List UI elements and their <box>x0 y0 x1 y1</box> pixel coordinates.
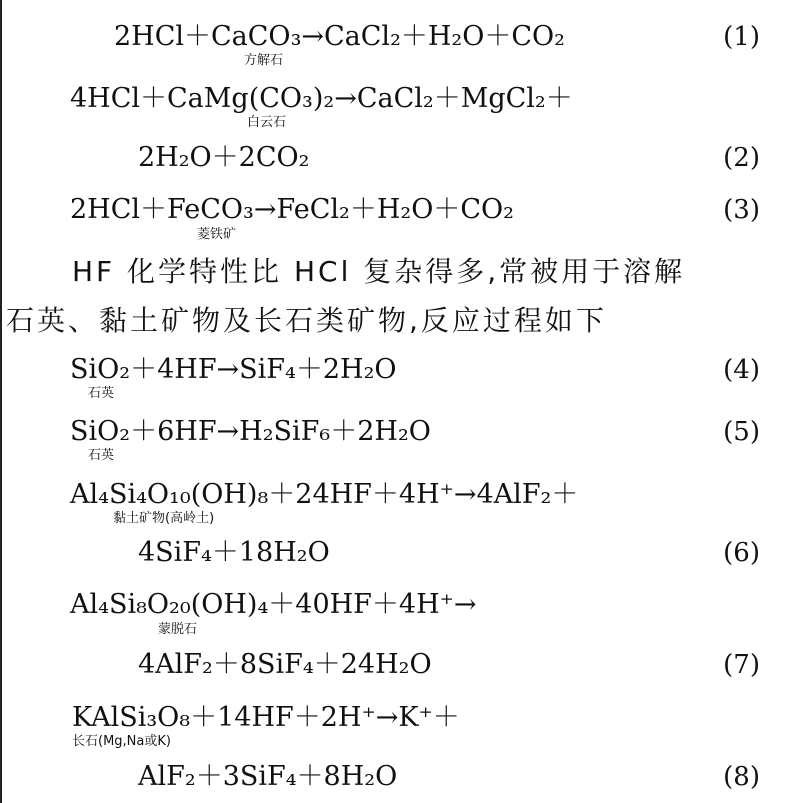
equation-7-number: (7) <box>723 650 760 680</box>
equation-8-number: (8) <box>723 762 760 792</box>
equation-3-number: (3) <box>723 195 760 225</box>
equation-6-number: (6) <box>723 538 760 568</box>
equation-3-caption: 菱铁矿 <box>197 227 237 242</box>
equation-6-caption: 黏土矿物(高岭土) <box>113 511 215 526</box>
equation-1-line-1: 2HCl＋CaCO₃→CaCl₂＋H₂O＋CO₂ <box>114 21 566 52</box>
equation-2-number: (2) <box>723 143 760 173</box>
equation-7-caption: 蒙脱石 <box>158 622 198 637</box>
equation-7-line-1: Al₄Si₈O₂₀(OH)₄＋40HF＋4H⁺→ <box>70 589 477 620</box>
paragraph-line-1: HF 化学特性比 HCl 复杂得多,常被用于溶解 <box>72 255 686 288</box>
equation-5-caption: 石英 <box>88 448 115 463</box>
paragraph-line-2: 石英、黏土矿物及长石类矿物,反应过程如下 <box>6 304 607 337</box>
equation-8-line-1: KAlSi₃O₈＋14HF＋2H⁺→K⁺＋ <box>72 702 460 733</box>
equation-4-line-1: SiO₂＋4HF→SiF₄＋2H₂O <box>70 354 397 385</box>
equation-7-line-2: 4AlF₂＋8SiF₄＋24H₂O <box>138 649 432 680</box>
equation-8-caption: 长石(Mg,Na或K) <box>72 734 171 749</box>
equation-2-line-2: 2H₂O＋2CO₂ <box>138 142 310 173</box>
equation-1-caption: 方解石 <box>244 53 284 68</box>
equation-6-line-1: Al₄Si₄O₁₀(OH)₈＋24HF＋4H⁺→4AlF₂＋ <box>70 479 579 510</box>
equation-2-caption: 白云石 <box>247 115 287 130</box>
equation-3-line-1: 2HCl＋FeCO₃→FeCl₂＋H₂O＋CO₂ <box>70 194 514 225</box>
page-left-border <box>0 0 2 803</box>
equation-1-number: (1) <box>723 22 760 52</box>
equation-5-line-1: SiO₂＋6HF→H₂SiF₆＋2H₂O <box>70 416 431 447</box>
equation-6-line-2: 4SiF₄＋18H₂O <box>138 537 330 568</box>
equation-5-number: (5) <box>723 417 760 447</box>
equation-4-caption: 石英 <box>88 386 115 401</box>
equation-4-number: (4) <box>723 355 760 385</box>
equation-8-line-2: AlF₂＋3SiF₄＋8H₂O <box>138 761 398 792</box>
equation-2-line-1: 4HCl＋CaMg(CO₃)₂→CaCl₂＋MgCl₂＋ <box>70 83 573 114</box>
